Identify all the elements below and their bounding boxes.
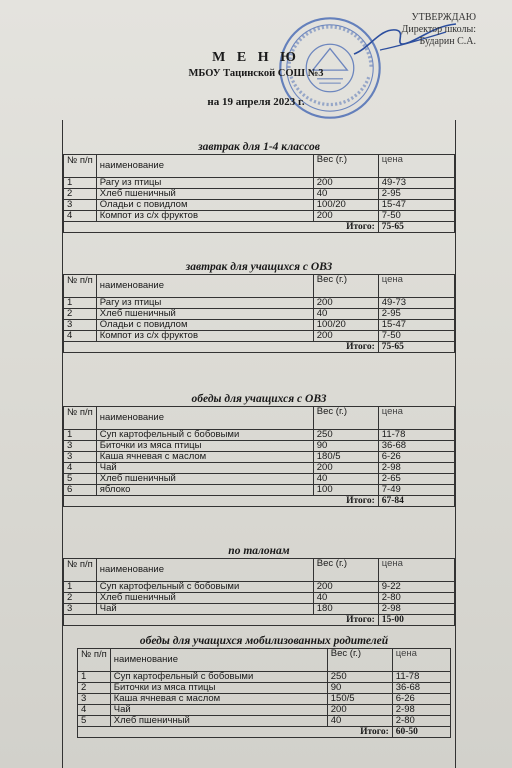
menu-table <box>63 154 455 233</box>
row-price: 7-50 <box>378 331 454 342</box>
col-price-header: цена <box>378 559 454 582</box>
row-name: Компот из с/х фруктов <box>96 211 313 222</box>
col-num-header: № п/п <box>78 649 111 672</box>
row-name: Компот из с/х фруктов <box>96 331 313 342</box>
row-name: Каша ячневая с маслом <box>110 694 327 705</box>
row-name: Оладьи с повидлом <box>96 320 313 331</box>
table-row <box>64 604 455 615</box>
row-name: Суп картофельный с бобовыми <box>110 672 327 683</box>
total-value: 75-65 <box>378 222 454 233</box>
row-price: 2-80 <box>392 716 450 727</box>
row-name: Чай <box>96 604 313 615</box>
table-row <box>64 441 455 452</box>
row-name: Суп картофельный с бобовыми <box>96 582 313 593</box>
row-num: 4 <box>64 211 97 222</box>
approve-heading: УТВЕРЖДАЮ <box>411 12 476 23</box>
row-name: Чай <box>96 463 313 474</box>
section-lunch-ovz <box>63 392 455 507</box>
table-header-row <box>64 155 455 178</box>
row-price: 2-98 <box>392 705 450 716</box>
row-weight: 100/20 <box>313 200 378 211</box>
row-weight: 180 <box>313 604 378 615</box>
table-row <box>78 705 451 716</box>
total-value: 75-65 <box>378 342 454 353</box>
row-price: 9-22 <box>378 582 454 593</box>
table-row <box>78 683 451 694</box>
col-num-header: № п/п <box>64 155 97 178</box>
menu-frame <box>62 120 456 768</box>
row-num: 3 <box>64 452 97 463</box>
col-name-header: наименование <box>96 559 313 582</box>
table-row <box>64 430 455 441</box>
menu-table <box>63 274 455 353</box>
table-row <box>64 485 455 496</box>
col-num-header: № п/п <box>64 559 97 582</box>
row-weight: 200 <box>313 463 378 474</box>
col-price-header: цена <box>378 275 454 298</box>
row-price: 6-26 <box>378 452 454 463</box>
row-price: 36-68 <box>392 683 450 694</box>
row-num: 4 <box>64 463 97 474</box>
row-weight: 200 <box>327 705 392 716</box>
table-header-row <box>64 559 455 582</box>
table-header-row <box>64 275 455 298</box>
menu-table <box>63 406 455 507</box>
row-num: 3 <box>78 694 111 705</box>
approve-director-name: Бударин С.А. <box>419 36 476 47</box>
col-name-header: наименование <box>110 649 327 672</box>
row-price: 2-95 <box>378 309 454 320</box>
col-price-header: цена <box>378 407 454 430</box>
row-name: Хлеб пшеничный <box>96 593 313 604</box>
row-weight: 200 <box>313 178 378 189</box>
total-row <box>78 727 451 738</box>
total-label: Итого: <box>78 727 393 738</box>
row-name: Каша ячневая с маслом <box>96 452 313 463</box>
row-num: 4 <box>78 705 111 716</box>
row-num: 1 <box>64 298 97 309</box>
table-row <box>78 716 451 727</box>
row-weight: 90 <box>327 683 392 694</box>
section-title: обеды для учащихся мобилизованных родителей <box>139 635 389 647</box>
col-name-header: наименование <box>96 275 313 298</box>
total-row <box>64 222 455 233</box>
row-num: 5 <box>78 716 111 727</box>
table-row <box>64 211 455 222</box>
row-num: 5 <box>64 474 97 485</box>
row-name: Хлеб пшеничный <box>96 474 313 485</box>
row-weight: 40 <box>313 474 378 485</box>
row-weight: 250 <box>327 672 392 683</box>
col-weight-header: Вес (г.) <box>313 407 378 430</box>
menu-date: на 19 апреля 2023 г. <box>207 96 305 108</box>
row-num: 3 <box>64 320 97 331</box>
row-price: 7-50 <box>378 211 454 222</box>
table-row <box>64 593 455 604</box>
total-row <box>64 615 455 626</box>
row-weight: 40 <box>327 716 392 727</box>
table-row <box>64 331 455 342</box>
section-breakfast-1-4 <box>63 140 455 233</box>
approval-block <box>346 12 476 48</box>
col-name-header: наименование <box>96 407 313 430</box>
menu-table <box>77 648 451 738</box>
row-name: Рагу из птицы <box>96 298 313 309</box>
row-price: 6-26 <box>392 694 450 705</box>
section-coupons <box>63 544 455 626</box>
approve-position: Директор школы: <box>401 24 476 35</box>
col-num-header: № п/п <box>64 407 97 430</box>
row-weight: 250 <box>313 430 378 441</box>
section-breakfast-ovz <box>63 260 455 353</box>
total-row <box>64 342 455 353</box>
row-num: 3 <box>64 604 97 615</box>
table-row <box>64 474 455 485</box>
row-weight: 90 <box>313 441 378 452</box>
table-row <box>64 200 455 211</box>
total-value: 67-84 <box>378 496 454 507</box>
col-weight-header: Вес (г.) <box>313 155 378 178</box>
row-weight: 40 <box>313 189 378 200</box>
col-num-header: № п/п <box>64 275 97 298</box>
table-row <box>64 463 455 474</box>
row-num: 2 <box>64 593 97 604</box>
row-weight: 200 <box>313 331 378 342</box>
row-name: яблоко <box>96 485 313 496</box>
col-weight-header: Вес (г.) <box>313 559 378 582</box>
row-price: 15-47 <box>378 320 454 331</box>
row-name: Биточки из мяса птицы <box>96 441 313 452</box>
row-price: 49-73 <box>378 178 454 189</box>
row-price: 49-73 <box>378 298 454 309</box>
row-weight: 150/5 <box>327 694 392 705</box>
row-name: Чай <box>110 705 327 716</box>
row-num: 2 <box>64 309 97 320</box>
col-price-header: цена <box>378 155 454 178</box>
row-price: 15-47 <box>378 200 454 211</box>
row-price: 36-68 <box>378 441 454 452</box>
row-num: 4 <box>64 331 97 342</box>
row-num: 1 <box>64 430 97 441</box>
school-name: МБОУ Тацинской СОШ №3 <box>188 68 324 79</box>
row-name: Хлеб пшеничный <box>96 189 313 200</box>
section-title: завтрак для учащихся с ОВЗ <box>185 261 333 273</box>
row-name: Биточки из мяса птицы <box>110 683 327 694</box>
col-price-header: цена <box>392 649 450 672</box>
row-name: Хлеб пшеничный <box>96 309 313 320</box>
section-title: по талонам <box>228 545 290 557</box>
row-name: Хлеб пшеничный <box>110 716 327 727</box>
row-weight: 200 <box>313 298 378 309</box>
row-num: 2 <box>78 683 111 694</box>
total-value: 60-50 <box>392 727 450 738</box>
table-row <box>78 694 451 705</box>
row-weight: 40 <box>313 593 378 604</box>
row-num: 1 <box>64 582 97 593</box>
row-price: 7-49 <box>378 485 454 496</box>
row-price: 2-95 <box>378 189 454 200</box>
table-row <box>64 309 455 320</box>
page-title: М Е Н Ю <box>212 50 300 65</box>
row-weight: 180/5 <box>313 452 378 463</box>
table-header-row <box>78 649 451 672</box>
row-weight: 100/20 <box>313 320 378 331</box>
total-row <box>64 496 455 507</box>
row-num: 1 <box>78 672 111 683</box>
table-row <box>64 582 455 593</box>
section-title: обеды для учащихся с ОВЗ <box>191 393 327 405</box>
total-label: Итого: <box>64 342 379 353</box>
table-row <box>64 452 455 463</box>
row-price: 2-80 <box>378 593 454 604</box>
row-price: 2-98 <box>378 604 454 615</box>
table-row <box>64 320 455 331</box>
row-name: Рагу из птицы <box>96 178 313 189</box>
total-label: Итого: <box>64 222 379 233</box>
row-weight: 200 <box>313 211 378 222</box>
row-name: Оладьи с повидлом <box>96 200 313 211</box>
col-weight-header: Вес (г.) <box>313 275 378 298</box>
table-row <box>64 298 455 309</box>
row-weight: 40 <box>313 309 378 320</box>
total-value: 15-00 <box>378 615 454 626</box>
row-price: 2-98 <box>378 463 454 474</box>
total-label: Итого: <box>64 496 379 507</box>
row-price: 11-78 <box>392 672 450 683</box>
table-row <box>64 178 455 189</box>
row-num: 3 <box>64 441 97 452</box>
section-title: завтрак для 1-4 классов <box>198 141 320 153</box>
table-row <box>78 672 451 683</box>
row-num: 2 <box>64 189 97 200</box>
row-num: 3 <box>64 200 97 211</box>
section-lunch-mobilized-parents <box>77 634 451 738</box>
table-row <box>64 189 455 200</box>
table-header-row <box>64 407 455 430</box>
menu-table <box>63 558 455 626</box>
row-num: 1 <box>64 178 97 189</box>
col-name-header: наименование <box>96 155 313 178</box>
row-price: 11-78 <box>378 430 454 441</box>
row-num: 6 <box>64 485 97 496</box>
col-weight-header: Вес (г.) <box>327 649 392 672</box>
row-name: Суп картофельный с бобовыми <box>96 430 313 441</box>
total-label: Итого: <box>64 615 379 626</box>
row-price: 2-65 <box>378 474 454 485</box>
row-weight: 200 <box>313 582 378 593</box>
row-weight: 100 <box>313 485 378 496</box>
